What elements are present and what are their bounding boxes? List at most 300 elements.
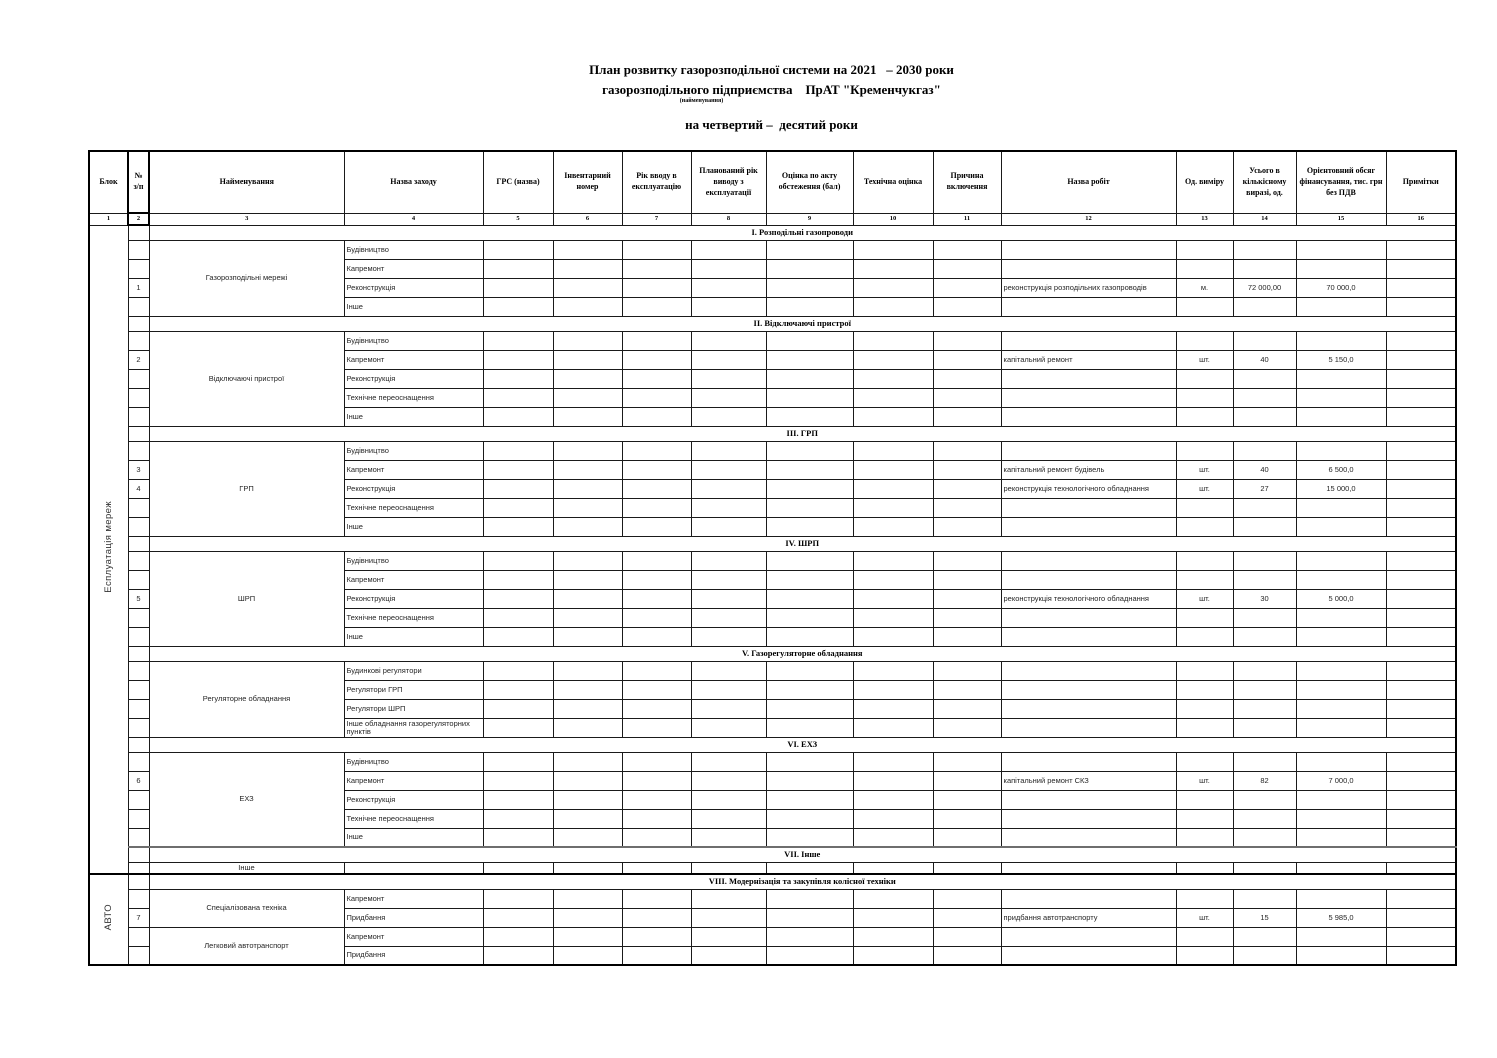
column-header-13[interactable]: Од. виміру — [1176, 151, 1233, 213]
cell-empty[interactable] — [853, 718, 933, 737]
unit-cell[interactable] — [1176, 441, 1233, 460]
block-label-cell[interactable] — [89, 874, 128, 965]
amount-cell[interactable] — [1296, 388, 1386, 407]
section-heading[interactable]: V. Газорегуляторне обладнання — [149, 646, 1456, 661]
amount-cell[interactable] — [1296, 608, 1386, 627]
cell-empty[interactable] — [691, 809, 766, 828]
cell-empty[interactable] — [766, 809, 853, 828]
cell-empty[interactable] — [483, 627, 553, 646]
cell-empty[interactable] — [553, 517, 622, 536]
row-number-cell[interactable] — [128, 790, 149, 809]
notes-cell[interactable] — [1386, 589, 1456, 608]
cell-empty[interactable] — [691, 460, 766, 479]
row-number-cell[interactable]: 3 — [128, 460, 149, 479]
row-number-cell[interactable] — [128, 699, 149, 718]
column-header-8[interactable]: Планований рік виводу з експлуатації — [691, 151, 766, 213]
work-name-cell[interactable] — [1001, 828, 1176, 847]
amount-cell[interactable] — [1296, 862, 1386, 874]
row-number-cell[interactable] — [128, 661, 149, 680]
cell-empty[interactable] — [853, 828, 933, 847]
cell-empty[interactable] — [553, 699, 622, 718]
cell-empty[interactable] — [622, 927, 691, 946]
cell-empty[interactable] — [553, 661, 622, 680]
column-number-11[interactable]: 11 — [933, 213, 1001, 225]
row-number-cell[interactable] — [128, 718, 149, 737]
cell-empty[interactable] — [853, 608, 933, 627]
cell-empty[interactable] — [622, 331, 691, 350]
row-number-cell[interactable] — [128, 388, 149, 407]
unit-cell[interactable]: шт. — [1176, 908, 1233, 927]
cell-empty[interactable] — [766, 661, 853, 680]
cell-empty[interactable] — [483, 699, 553, 718]
cell-empty[interactable] — [622, 589, 691, 608]
notes-cell[interactable] — [1386, 661, 1456, 680]
cell-empty[interactable] — [553, 627, 622, 646]
amount-cell[interactable] — [1296, 407, 1386, 426]
cell-empty[interactable] — [622, 862, 691, 874]
work-name-cell[interactable]: капітальний ремонт — [1001, 350, 1176, 369]
cell-empty[interactable] — [933, 498, 1001, 517]
unit-cell[interactable] — [1176, 407, 1233, 426]
cell-empty[interactable] — [622, 388, 691, 407]
cell-empty[interactable] — [766, 908, 853, 927]
cell-empty[interactable] — [691, 551, 766, 570]
cell-empty[interactable] — [853, 752, 933, 771]
unit-cell[interactable] — [1176, 259, 1233, 278]
amount-cell[interactable] — [1296, 551, 1386, 570]
column-header-1[interactable]: Блок — [89, 151, 128, 213]
work-name-cell[interactable] — [1001, 608, 1176, 627]
cell-empty[interactable] — [483, 946, 553, 965]
cell-empty[interactable] — [933, 259, 1001, 278]
quantity-cell[interactable] — [1233, 331, 1296, 350]
cell-empty[interactable] — [766, 862, 853, 874]
notes-cell[interactable] — [1386, 350, 1456, 369]
work-name-cell[interactable] — [1001, 441, 1176, 460]
work-name-cell[interactable] — [1001, 946, 1176, 965]
unit-cell[interactable]: шт. — [1176, 479, 1233, 498]
cell-empty[interactable] — [853, 908, 933, 927]
cell-empty[interactable] — [553, 927, 622, 946]
work-name-cell[interactable] — [1001, 627, 1176, 646]
cell-empty[interactable] — [691, 297, 766, 316]
unit-cell[interactable]: шт. — [1176, 460, 1233, 479]
unit-cell[interactable] — [1176, 809, 1233, 828]
quantity-cell[interactable] — [1233, 608, 1296, 627]
amount-cell[interactable] — [1296, 699, 1386, 718]
row-number-cell[interactable] — [128, 297, 149, 316]
cell-empty[interactable] — [553, 498, 622, 517]
measure-cell[interactable]: Інше — [344, 828, 483, 847]
work-name-cell[interactable]: реконструкція технологічного обладнання — [1001, 479, 1176, 498]
cell-empty[interactable] — [691, 407, 766, 426]
cell-empty[interactable] — [483, 718, 553, 737]
cell-empty[interactable] — [483, 862, 553, 874]
cell-empty[interactable] — [622, 350, 691, 369]
cell-empty[interactable] — [622, 460, 691, 479]
cell-empty[interactable] — [766, 297, 853, 316]
cell-empty[interactable] — [853, 862, 933, 874]
unit-cell[interactable] — [1176, 517, 1233, 536]
cell-empty[interactable] — [853, 790, 933, 809]
cell-empty[interactable] — [933, 771, 1001, 790]
column-number-16[interactable]: 16 — [1386, 213, 1456, 225]
quantity-cell[interactable] — [1233, 297, 1296, 316]
quantity-cell[interactable] — [1233, 699, 1296, 718]
quantity-cell[interactable]: 27 — [1233, 479, 1296, 498]
row-number-cell[interactable] — [128, 240, 149, 259]
cell-empty[interactable] — [853, 240, 933, 259]
measure-cell[interactable]: Капремонт — [344, 460, 483, 479]
row-number-cell[interactable] — [128, 407, 149, 426]
work-name-cell[interactable] — [1001, 570, 1176, 589]
measure-cell[interactable]: Технічне переоснащення — [344, 388, 483, 407]
cell-empty[interactable] — [933, 589, 1001, 608]
cell-empty[interactable] — [933, 331, 1001, 350]
unit-cell[interactable]: шт. — [1176, 771, 1233, 790]
cell-empty[interactable] — [853, 771, 933, 790]
unit-cell[interactable] — [1176, 927, 1233, 946]
notes-cell[interactable] — [1386, 828, 1456, 847]
measure-cell[interactable]: Технічне переоснащення — [344, 608, 483, 627]
row-number-cell[interactable] — [128, 551, 149, 570]
cell-empty[interactable] — [553, 889, 622, 908]
cell-empty[interactable] — [766, 278, 853, 297]
cell-empty[interactable] — [128, 874, 149, 889]
amount-cell[interactable] — [1296, 498, 1386, 517]
cell-empty[interactable] — [553, 460, 622, 479]
cell-empty[interactable] — [853, 699, 933, 718]
cell-empty[interactable] — [691, 790, 766, 809]
notes-cell[interactable] — [1386, 517, 1456, 536]
cell-empty[interactable] — [553, 862, 622, 874]
plan-table[interactable] — [88, 150, 1457, 966]
cell-empty[interactable] — [766, 680, 853, 699]
cell-empty[interactable] — [691, 388, 766, 407]
cell-empty[interactable] — [483, 570, 553, 589]
notes-cell[interactable] — [1386, 680, 1456, 699]
cell-empty[interactable] — [933, 790, 1001, 809]
cell-empty[interactable] — [553, 570, 622, 589]
cell-empty[interactable] — [483, 889, 553, 908]
cell-empty[interactable] — [622, 259, 691, 278]
work-name-cell[interactable] — [1001, 790, 1176, 809]
measure-cell[interactable]: Будівництво — [344, 551, 483, 570]
column-header-7[interactable]: Рік вводу в експлуатацію — [622, 151, 691, 213]
measure-cell[interactable]: Капремонт — [344, 259, 483, 278]
notes-cell[interactable] — [1386, 771, 1456, 790]
measure-cell[interactable]: Регулятори ШРП — [344, 699, 483, 718]
cell-empty[interactable] — [691, 627, 766, 646]
notes-cell[interactable] — [1386, 862, 1456, 874]
measure-cell[interactable]: Капремонт — [344, 927, 483, 946]
quantity-cell[interactable] — [1233, 369, 1296, 388]
notes-cell[interactable] — [1386, 407, 1456, 426]
unit-cell[interactable] — [1176, 627, 1233, 646]
quantity-cell[interactable] — [1233, 752, 1296, 771]
measure-cell[interactable]: Реконструкція — [344, 790, 483, 809]
cell-empty[interactable] — [553, 589, 622, 608]
cell-empty[interactable] — [766, 627, 853, 646]
cell-empty[interactable] — [933, 699, 1001, 718]
unit-cell[interactable]: шт. — [1176, 589, 1233, 608]
column-number-13[interactable]: 13 — [1176, 213, 1233, 225]
cell-empty[interactable] — [691, 278, 766, 297]
cell-empty[interactable] — [622, 517, 691, 536]
cell-empty[interactable] — [691, 517, 766, 536]
unit-cell[interactable] — [1176, 331, 1233, 350]
amount-cell[interactable]: 5 985,0 — [1296, 908, 1386, 927]
amount-cell[interactable] — [1296, 259, 1386, 278]
notes-cell[interactable] — [1386, 388, 1456, 407]
cell-empty[interactable] — [622, 498, 691, 517]
notes-cell[interactable] — [1386, 699, 1456, 718]
work-name-cell[interactable] — [1001, 331, 1176, 350]
cell-empty[interactable] — [933, 240, 1001, 259]
work-name-cell[interactable] — [1001, 407, 1176, 426]
unit-cell[interactable] — [1176, 718, 1233, 737]
cell-empty[interactable] — [622, 479, 691, 498]
work-name-cell[interactable] — [1001, 809, 1176, 828]
quantity-cell[interactable] — [1233, 828, 1296, 847]
work-name-cell[interactable] — [1001, 889, 1176, 908]
column-number-15[interactable]: 15 — [1296, 213, 1386, 225]
row-number-cell[interactable] — [128, 608, 149, 627]
cell-empty[interactable] — [766, 240, 853, 259]
cell-empty[interactable] — [933, 752, 1001, 771]
cell-empty[interactable] — [553, 608, 622, 627]
cell-empty[interactable] — [553, 331, 622, 350]
cell-empty[interactable] — [553, 278, 622, 297]
unit-cell[interactable] — [1176, 570, 1233, 589]
measure-cell[interactable]: Інше — [344, 517, 483, 536]
notes-cell[interactable] — [1386, 331, 1456, 350]
quantity-cell[interactable]: 30 — [1233, 589, 1296, 608]
quantity-cell[interactable] — [1233, 661, 1296, 680]
cell-empty[interactable] — [766, 771, 853, 790]
cell-empty[interactable] — [483, 278, 553, 297]
row-number-cell[interactable]: 5 — [128, 589, 149, 608]
group-name-cell[interactable]: Відключаючі пристрої — [149, 331, 344, 426]
work-name-cell[interactable] — [1001, 680, 1176, 699]
work-name-cell[interactable] — [1001, 699, 1176, 718]
row-number-cell[interactable] — [128, 946, 149, 965]
measure-cell[interactable]: Капремонт — [344, 889, 483, 908]
group-name-cell[interactable]: Регуляторне обладнання — [149, 661, 344, 737]
row-number-cell[interactable] — [128, 927, 149, 946]
column-header-4[interactable]: Назва заходу — [344, 151, 483, 213]
measure-cell[interactable]: Реконструкція — [344, 369, 483, 388]
notes-cell[interactable] — [1386, 889, 1456, 908]
cell-empty[interactable] — [766, 589, 853, 608]
cell-empty[interactable] — [622, 297, 691, 316]
measure-cell[interactable]: Інше — [344, 297, 483, 316]
column-number-6[interactable]: 6 — [553, 213, 622, 225]
cell-empty[interactable] — [933, 570, 1001, 589]
unit-cell[interactable] — [1176, 680, 1233, 699]
cell-empty[interactable] — [622, 369, 691, 388]
notes-cell[interactable] — [1386, 718, 1456, 737]
column-header-9[interactable]: Оцінка по акту обстеження (бал) — [766, 151, 853, 213]
amount-cell[interactable] — [1296, 927, 1386, 946]
column-header-3[interactable]: Найменування — [149, 151, 344, 213]
cell-empty[interactable] — [766, 369, 853, 388]
notes-cell[interactable] — [1386, 608, 1456, 627]
section-heading[interactable]: VI. ЕХЗ — [149, 737, 1456, 752]
row-number-cell[interactable] — [128, 862, 149, 874]
work-name-cell[interactable] — [1001, 661, 1176, 680]
cell-empty[interactable] — [691, 889, 766, 908]
measure-cell[interactable]: Інше обладнання газорегуляторних пунктів — [344, 718, 483, 737]
measure-cell[interactable]: Технічне переоснащення — [344, 809, 483, 828]
cell-empty[interactable] — [483, 908, 553, 927]
row-number-cell[interactable]: 6 — [128, 771, 149, 790]
cell-empty[interactable] — [622, 240, 691, 259]
cell-empty[interactable] — [483, 752, 553, 771]
unit-cell[interactable] — [1176, 608, 1233, 627]
group-name-cell[interactable]: Інше — [149, 862, 344, 874]
notes-cell[interactable] — [1386, 369, 1456, 388]
notes-cell[interactable] — [1386, 908, 1456, 927]
measure-cell[interactable]: Будівництво — [344, 441, 483, 460]
column-header-10[interactable]: Технічна оцінка — [853, 151, 933, 213]
cell-empty[interactable] — [553, 680, 622, 699]
measure-cell[interactable]: Інше — [344, 627, 483, 646]
cell-empty[interactable] — [766, 441, 853, 460]
cell-empty[interactable] — [766, 259, 853, 278]
notes-cell[interactable] — [1386, 752, 1456, 771]
cell-empty[interactable] — [483, 661, 553, 680]
cell-empty[interactable] — [853, 498, 933, 517]
quantity-cell[interactable] — [1233, 570, 1296, 589]
unit-cell[interactable] — [1176, 297, 1233, 316]
quantity-cell[interactable] — [1233, 441, 1296, 460]
amount-cell[interactable]: 15 000,0 — [1296, 479, 1386, 498]
unit-cell[interactable] — [1176, 699, 1233, 718]
cell-empty[interactable] — [933, 608, 1001, 627]
work-name-cell[interactable] — [1001, 498, 1176, 517]
cell-empty[interactable] — [853, 460, 933, 479]
work-name-cell[interactable] — [1001, 297, 1176, 316]
cell-empty[interactable] — [483, 331, 553, 350]
cell-empty[interactable] — [691, 862, 766, 874]
amount-cell[interactable] — [1296, 441, 1386, 460]
cell-empty[interactable] — [622, 889, 691, 908]
quantity-cell[interactable] — [1233, 259, 1296, 278]
notes-cell[interactable] — [1386, 946, 1456, 965]
cell-empty[interactable] — [853, 479, 933, 498]
group-name-cell[interactable]: ЕХЗ — [149, 752, 344, 847]
cell-empty[interactable] — [933, 946, 1001, 965]
group-name-cell[interactable]: ГРП — [149, 441, 344, 536]
unit-cell[interactable] — [1176, 240, 1233, 259]
column-header-12[interactable]: Назва робіт — [1001, 151, 1176, 213]
section-heading[interactable]: I. Розподільні газопроводи — [149, 225, 1456, 240]
cell-empty[interactable] — [691, 661, 766, 680]
work-name-cell[interactable]: придбання автотранспорту — [1001, 908, 1176, 927]
cell-empty[interactable] — [853, 551, 933, 570]
cell-empty[interactable] — [766, 889, 853, 908]
row-number-cell[interactable]: 7 — [128, 908, 149, 927]
unit-cell[interactable] — [1176, 828, 1233, 847]
measure-cell[interactable]: Придбання — [344, 908, 483, 927]
cell-empty[interactable] — [766, 551, 853, 570]
cell-empty[interactable] — [483, 680, 553, 699]
work-name-cell[interactable] — [1001, 551, 1176, 570]
cell-empty[interactable] — [933, 889, 1001, 908]
row-number-cell[interactable] — [128, 517, 149, 536]
row-number-cell[interactable]: 4 — [128, 479, 149, 498]
row-number-cell[interactable] — [128, 752, 149, 771]
cell-empty[interactable] — [483, 297, 553, 316]
work-name-cell[interactable]: капітальний ремонт СКЗ — [1001, 771, 1176, 790]
cell-empty[interactable] — [691, 828, 766, 847]
unit-cell[interactable] — [1176, 752, 1233, 771]
cell-empty[interactable] — [553, 407, 622, 426]
notes-cell[interactable] — [1386, 278, 1456, 297]
measure-cell[interactable]: Реконструкція — [344, 278, 483, 297]
cell-empty[interactable] — [766, 927, 853, 946]
cell-empty[interactable] — [853, 570, 933, 589]
amount-cell[interactable]: 5 150,0 — [1296, 350, 1386, 369]
cell-empty[interactable] — [622, 608, 691, 627]
cell-empty[interactable] — [853, 627, 933, 646]
group-name-cell[interactable]: Спеціалізована техніка — [149, 889, 344, 927]
unit-cell[interactable] — [1176, 551, 1233, 570]
measure-cell[interactable]: Капремонт — [344, 771, 483, 790]
cell-empty[interactable] — [691, 908, 766, 927]
cell-empty[interactable] — [483, 460, 553, 479]
cell-empty[interactable] — [933, 369, 1001, 388]
cell-empty[interactable] — [853, 927, 933, 946]
work-name-cell[interactable] — [1001, 718, 1176, 737]
group-name-cell[interactable]: Легковий автотранспорт — [149, 927, 344, 965]
quantity-cell[interactable]: 82 — [1233, 771, 1296, 790]
cell-empty[interactable] — [483, 240, 553, 259]
cell-empty[interactable] — [766, 790, 853, 809]
column-number-12[interactable]: 12 — [1001, 213, 1176, 225]
quantity-cell[interactable] — [1233, 889, 1296, 908]
cell-empty[interactable] — [483, 608, 553, 627]
cell-empty[interactable] — [553, 809, 622, 828]
amount-cell[interactable] — [1296, 661, 1386, 680]
cell-empty[interactable] — [933, 407, 1001, 426]
notes-cell[interactable] — [1386, 551, 1456, 570]
quantity-cell[interactable] — [1233, 388, 1296, 407]
measure-cell[interactable]: Реконструкція — [344, 479, 483, 498]
cell-empty[interactable] — [933, 680, 1001, 699]
cell-empty[interactable] — [933, 388, 1001, 407]
column-header-11[interactable]: Причина включення — [933, 151, 1001, 213]
work-name-cell[interactable] — [1001, 927, 1176, 946]
amount-cell[interactable] — [1296, 517, 1386, 536]
cell-empty[interactable] — [128, 316, 149, 331]
row-number-cell[interactable] — [128, 809, 149, 828]
quantity-cell[interactable] — [1233, 862, 1296, 874]
cell-empty[interactable] — [853, 278, 933, 297]
work-name-cell[interactable] — [1001, 240, 1176, 259]
cell-empty[interactable] — [622, 278, 691, 297]
cell-empty[interactable] — [766, 350, 853, 369]
amount-cell[interactable] — [1296, 570, 1386, 589]
cell-empty[interactable] — [933, 517, 1001, 536]
cell-empty[interactable] — [691, 680, 766, 699]
quantity-cell[interactable] — [1233, 498, 1296, 517]
cell-empty[interactable] — [128, 426, 149, 441]
row-number-cell[interactable] — [128, 331, 149, 350]
group-name-cell[interactable]: ШРП — [149, 551, 344, 646]
cell-empty[interactable] — [853, 946, 933, 965]
